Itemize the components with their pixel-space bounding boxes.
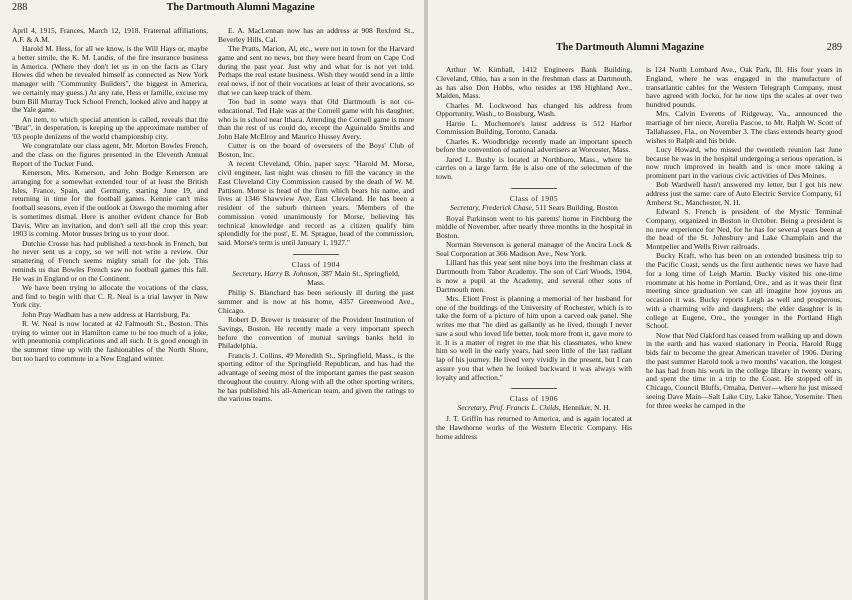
running-head: [436, 42, 842, 60]
paragraph: Too bad in some ways that Old Dartmouth is not co-educational. Ted Hale was at the Cornell game with his daughter, who is in school near Ithaca. Attending the Cornell game is more than the rest of us could do, except the Aguinaldo Smiths and John Hale McElroy and Maurice Hussey Avery.: [218, 97, 414, 141]
running-head: [12, 2, 414, 20]
column: [12, 27, 208, 404]
class-secretary: [218, 270, 414, 288]
secretary-address: 387 Main St., Springfield, Mass.: [307, 268, 400, 287]
paragraph: Robert D. Brewer is treasurer of the Provident Institution of Savings, Boston. He recently made a very important speech before the convention of mutual savings banks held in Philadelphia.: [218, 315, 414, 351]
paragraph: Mrs. Calvin Everetts of Ridgeway, Va., announced the marriage of her niece, Aurelia Pascoe, to Mr. Ralph W. Scott of Tallahassee, Fla., on November 3. The class extends hearty good wishes to Ralph and his bride.: [646, 109, 842, 145]
left-page: [0, 0, 424, 600]
secretary-label: Secretary,: [232, 268, 263, 278]
right-page: [428, 0, 852, 600]
secretary-name: Frederick Chase,: [481, 202, 534, 212]
page-number: 288: [12, 2, 28, 13]
paragraph: Harrie L. Muchemore's latest address is 512 Harbor Commission Building, Toronto, Canada.: [436, 118, 632, 137]
text-columns: [436, 66, 842, 441]
paragraph: Lillard has this year sent nine boys into the freshman class at Dartmouth from Tabor Academy. The son of Carl Woods, 1904, is now a pupil at the Academy, and several other sons of Dartmouth men.: [436, 258, 632, 294]
paragraph: Harold M. Hess, for all we know, is the Will Hays or, maybe a better simile, the K. M. Landis, of the fire insurance business in America. (Where they don't let us in on the facts as Clary Howes did when he revealed himself as connected as New York manager with "Community Builders", the biggest in America, we certainly may guess.) At any rate, Hess et famille, excuse my bum Bill Murray Tuck School French, looked alive and happy at the Yale game.: [12, 44, 208, 115]
class-heading: Class of 1905: [436, 188, 632, 203]
paragraph: Royal Parkinson went to his parents' home in Fitchburg the middle of November, after nearly three months in the hospital in Boston.: [436, 213, 632, 240]
paragraph: Jared L. Bushy is located at Northboro, Mass., where he carries on a large farm. He is also one of the selectmen of the town.: [436, 154, 632, 181]
class-heading: Class of 1906: [436, 388, 632, 403]
paragraph: A recent Cleveland, Ohio, paper says: "Harold M. Morse, civil engineer, last night was chosen to fill the vacancy in the East Cleveland City Commission caused by the death of W. M. Pattison. Morse is head of the firm which bears his name, and lives at 1346 Shawview Ave, East Cleveland. He has been a resident of the suburb thirteen years. 'Members of the commission voted unanimously for Morse, believing his technical knowledge and record as a citizen qualify him splendidly for the post', E. M. Sprague, head of the commission, said. Morse's term is until January 1, 1927.": [218, 159, 414, 247]
paragraph: An item, to which special attention is called, reveals that the "Brat", in desperation, is keeping up the approximate number of '03 people denizens of the world championship city.: [12, 114, 208, 141]
paragraph: Norman Stevenson is general manager of the Ancira Lock & Seal Corporation at 366 Madison Ave., New York.: [436, 240, 632, 258]
page-number: 289: [826, 42, 842, 53]
text-columns: [12, 27, 414, 404]
paragraph: April 4, 1915, Frances, March 12, 1918. Fraternal affiliations, A.F. & A.M.: [12, 27, 208, 44]
column: [436, 66, 632, 441]
paragraph: Cutter is on the board of overseers of the Boys' Club of Boston, Inc.: [218, 141, 414, 159]
paragraph: We have been trying to allocate the vocations of the class, and find to begin with that C. R. Neal is a trial lawyer in New York city.: [12, 282, 208, 310]
paragraph: Bob Wardwell hasn't answered my letter, but I got his new address just the same: care of Auto Electric Service Company, 61 Amherst St., Manchester, N. H.: [646, 180, 842, 207]
secretary-name: Prof. Francis L. Childs,: [489, 403, 561, 413]
running-title: The Dartmouth Alumni Magazine: [166, 2, 315, 13]
paragraph: Arthur W. Kimball, 1412 Engineers Bank Building, Cleveland, Ohio, has a son in the freshman class at Dartmouth, as has also Don Hobbs, who resides at 198 Highland Ave., Malden, Mass.: [436, 66, 632, 101]
running-title: The Dartmouth Alumni Magazine: [556, 42, 705, 53]
paragraph: J. T. Griffin has returned to America, and is again located at the Hawthorne works of the Western Electric Company. His home address: [436, 414, 632, 441]
paragraph: John Pray Wadham has a new address at Harrisburg, Pa.: [22, 309, 191, 319]
paragraph: Charles M. Lockwood has changed his address from Opportunity, Wash., to Bossburg, Wash.: [436, 100, 632, 119]
paragraph: Dutchie Crosse has had published a text-book in French, but he never sent us a copy, so we will not write a review. Our smattering of French seems mighty small for the job. This reminds us that Bowles French saw no football games this fall. He was in England or on the Continent.: [12, 238, 208, 283]
paragraph: R. W. Neal is now located at 42 Falmouth St., Boston. This trying to winter out in Hamilton came to be too much of a joke, with pneumonia complications and all such. It is good enough in the summer time up with the fashionables of the North Shore, but too hard to commute in a New England winter.: [12, 318, 208, 363]
paragraph: Edward S. French is president of the Mystic Terminal Company, organized in Boston in October. Being a president is no new experience for Ned, for he has for several years been at the head of the St. Johnsbury and Lake Champlain and the Montpelier and Wells River railroads.: [646, 207, 842, 251]
class-heading: Class of 1904: [218, 254, 414, 269]
paragraph: is 124 North Lombard Ave., Oak Park, Ill. His four years in England, where he was engaged in the manufacture of transatlantic cables for the Western Telegraph Company, must have agreed with Jocko, for he now tips the scales at over two hundred pounds.: [646, 66, 842, 109]
secretary-address: Henniker, N. H.: [562, 403, 611, 413]
secretary-name: Harry B. Johnson,: [264, 268, 320, 278]
paragraph: Mrs. Eliott Frost is planning a memorial of her husband for one of the buildings of the University of Rochester, which is to take the form of a picture of him upon a carved oak panel. She writes me that "he died as gallantly as he lived, though I never saw a soul who loved life better, took more from it, gave more to it. It is a matter of regret to me that his classmates, who knew him so well in the early years, had seen little of the last radiant lap of his journey. He lived very vividly in the present, but I can assure you that when he looked backward it was always with loyalty and affection.": [436, 293, 632, 382]
paragraph: E. A. MacLennan now has an address at 908 Rexford St., Beverley Hills, Cal.: [218, 27, 414, 44]
paragraph: The Pratts, Marion, Al, etc., were not in town for the Harvard game and sent no news, but they were heard from on Cape Cod during the past year. Just why and what for is not yet told. Perhaps the real estate business. Wish they would send in a little real news, if not of their vocations at least of their avocations, so that we can keep track of them.: [218, 44, 414, 97]
secretary-address: 511 Sears Building, Boston: [535, 202, 618, 212]
paragraph: Bucky Kraft, who has been on an extended business trip to the Pacific Coast, sends us the first authentic news we have had for a long time of Leigh Martin. Bucky visited his one-time roommate at his home in Portland, Ore., and as it was their first meeting since graduation we can all imagine how joyous an occasion it was. Bucky reports Leigh as well and prosperous, with a charming wife and daughters; the elder daughter is in college at Eugene, Ore., the younger in the Portland High School.: [646, 251, 842, 331]
class-secretary: [436, 404, 632, 413]
paragraph: Philip S. Blanchard has been seriously ill during the past summer and is now at his home, 4357 Greenwood Ave., Chicago.: [218, 288, 414, 315]
column: [646, 66, 842, 441]
paragraph: Charles K. Woodbridge recently made an important speech before the convention of national advertisers at Worcester, Mass.: [436, 136, 632, 155]
secretary-label: Secretary,: [450, 202, 481, 212]
column: [218, 27, 414, 404]
paragraph: We congratulate our class agent, Mr. Morton Bowles French, and the class on the figures presented in the Eleventh Annual Report of the Tucker Fund.: [12, 141, 208, 168]
paragraph: Kenerson, Mrs. Kenerson, and John Bodge Kenerson are arranging for a somewhat extended tour of at least the British Isles, France, Spain, and Germany, starting June 19, and returning in time for the football games. Kennie can't miss football seasons, even if the outlook at Oswego the morning after is sometimes dismal. Here is another evident chance for Bob Davis. Wire an invitation, and don't sell all the crop this year: 1903 is coming. Motor busses bring us to your door.: [12, 168, 208, 239]
class-secretary: [436, 204, 632, 213]
secretary-label: Secretary,: [457, 403, 488, 413]
paragraph: Francis J. Collins, 49 Meredith St., Springfield, Mass., is the sporting editor of the Springfield Republican, and has had the advantage of seeing most of the important games the past season throughout the country. Along with all the other sporting writers, he has published his all-American team, and given the ratings to the various teams.: [218, 350, 414, 404]
paragraph: Now that Ned Oakford has ceased from walking up and down in the earth and has waxed stationary in Peoria, Harold Rugg bids fair to become the great American traveler of 1906. During the past summer Harold took a two months' vacation, the longest he has had from his work in the college library in twenty years, and spent the time in a trip to the Coast. He stopped off in Chicago, Council Bluffs, Omaha, Denver—where he just missed seeing Dave Main—Salt Lake City, Lake Tahoe, Yosemite. Then for three weeks he camped in the: [646, 330, 842, 410]
paragraph: Lucy Howard, who missed the twentieth reunion last June because he was in the hospital undergoing a serious operation, is now much improved in health and is once more taking a prominent part in the various civic activities of Des Moines.: [646, 144, 842, 180]
